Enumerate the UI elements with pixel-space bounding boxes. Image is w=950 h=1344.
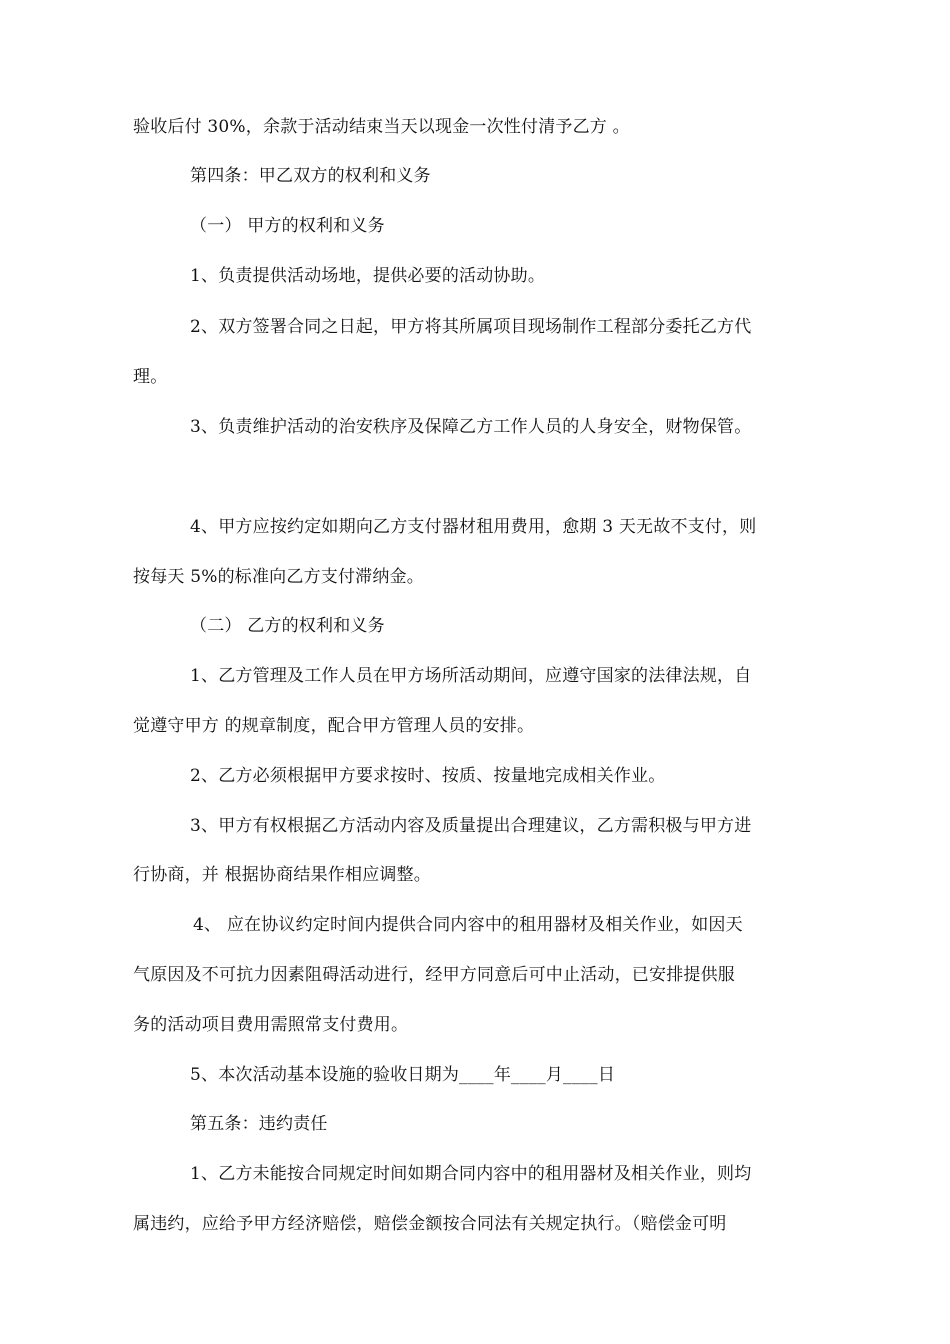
paragraph-line: 1、负责提供活动场地，提供必要的活动协助。 bbox=[190, 266, 546, 286]
article-heading: 第五条：违约责任 bbox=[190, 1114, 328, 1134]
section-heading: （一） 甲方的权利和义务 bbox=[190, 216, 385, 236]
paragraph-line: 5、本次活动基本设施的验收日期为____年____月____日 bbox=[190, 1065, 616, 1085]
section-heading: （二） 乙方的权利和义务 bbox=[190, 616, 385, 636]
paragraph-line: 1、乙方未能按合同规定时间如期合同内容中的租用器材及相关作业，则均 bbox=[190, 1164, 752, 1184]
paragraph-line: 4、甲方应按约定如期向乙方支付器材租用费用，愈期 3 天无故不支付，则 bbox=[190, 517, 757, 537]
paragraph-line: 觉遵守甲方 的规章制度，配合甲方管理人员的安排。 bbox=[133, 716, 535, 736]
paragraph-line: 1、乙方管理及工作人员在甲方场所活动期间，应遵守国家的法律法规，自 bbox=[190, 666, 752, 686]
article-heading: 第四条：甲乙双方的权利和义务 bbox=[190, 166, 431, 186]
paragraph-line: 务的活动项目费用需照常支付费用。 bbox=[133, 1015, 409, 1035]
paragraph-line: 气原因及不可抗力因素阻碍活动进行，经甲方同意后可中止活动，已安排提供服 bbox=[133, 965, 735, 985]
paragraph-line: 理。 bbox=[133, 367, 168, 387]
paragraph-line: 3、负责维护活动的治安秩序及保障乙方工作人员的人身安全，财物保管。 bbox=[190, 417, 752, 437]
paragraph-line: 按每天 5%的标准向乙方支付滞纳金。 bbox=[133, 567, 424, 587]
paragraph-line: 3、甲方有权根据乙方活动内容及质量提出合理建议，乙方需积极与甲方进 bbox=[190, 816, 752, 836]
paragraph-line: 2、乙方必须根据甲方要求按时、按质、按量地完成相关作业。 bbox=[190, 766, 666, 786]
paragraph-line: 验收后付 30%，余款于活动结束当天以现金一次性付清予乙方 。 bbox=[133, 117, 630, 137]
paragraph-line: 属违约，应给予甲方经济赔偿，赔偿金额按合同法有关规定执行。（赔偿金可明 bbox=[133, 1214, 727, 1234]
paragraph-line: 4、 应在协议约定时间内提供合同内容中的租用器材及相关作业，如因天 bbox=[193, 915, 743, 935]
paragraph-line: 行协商，并 根据协商结果作相应调整。 bbox=[133, 865, 432, 885]
paragraph-line: 2、双方签署合同之日起，甲方将其所属项目现场制作工程部分委托乙方代 bbox=[190, 317, 752, 337]
